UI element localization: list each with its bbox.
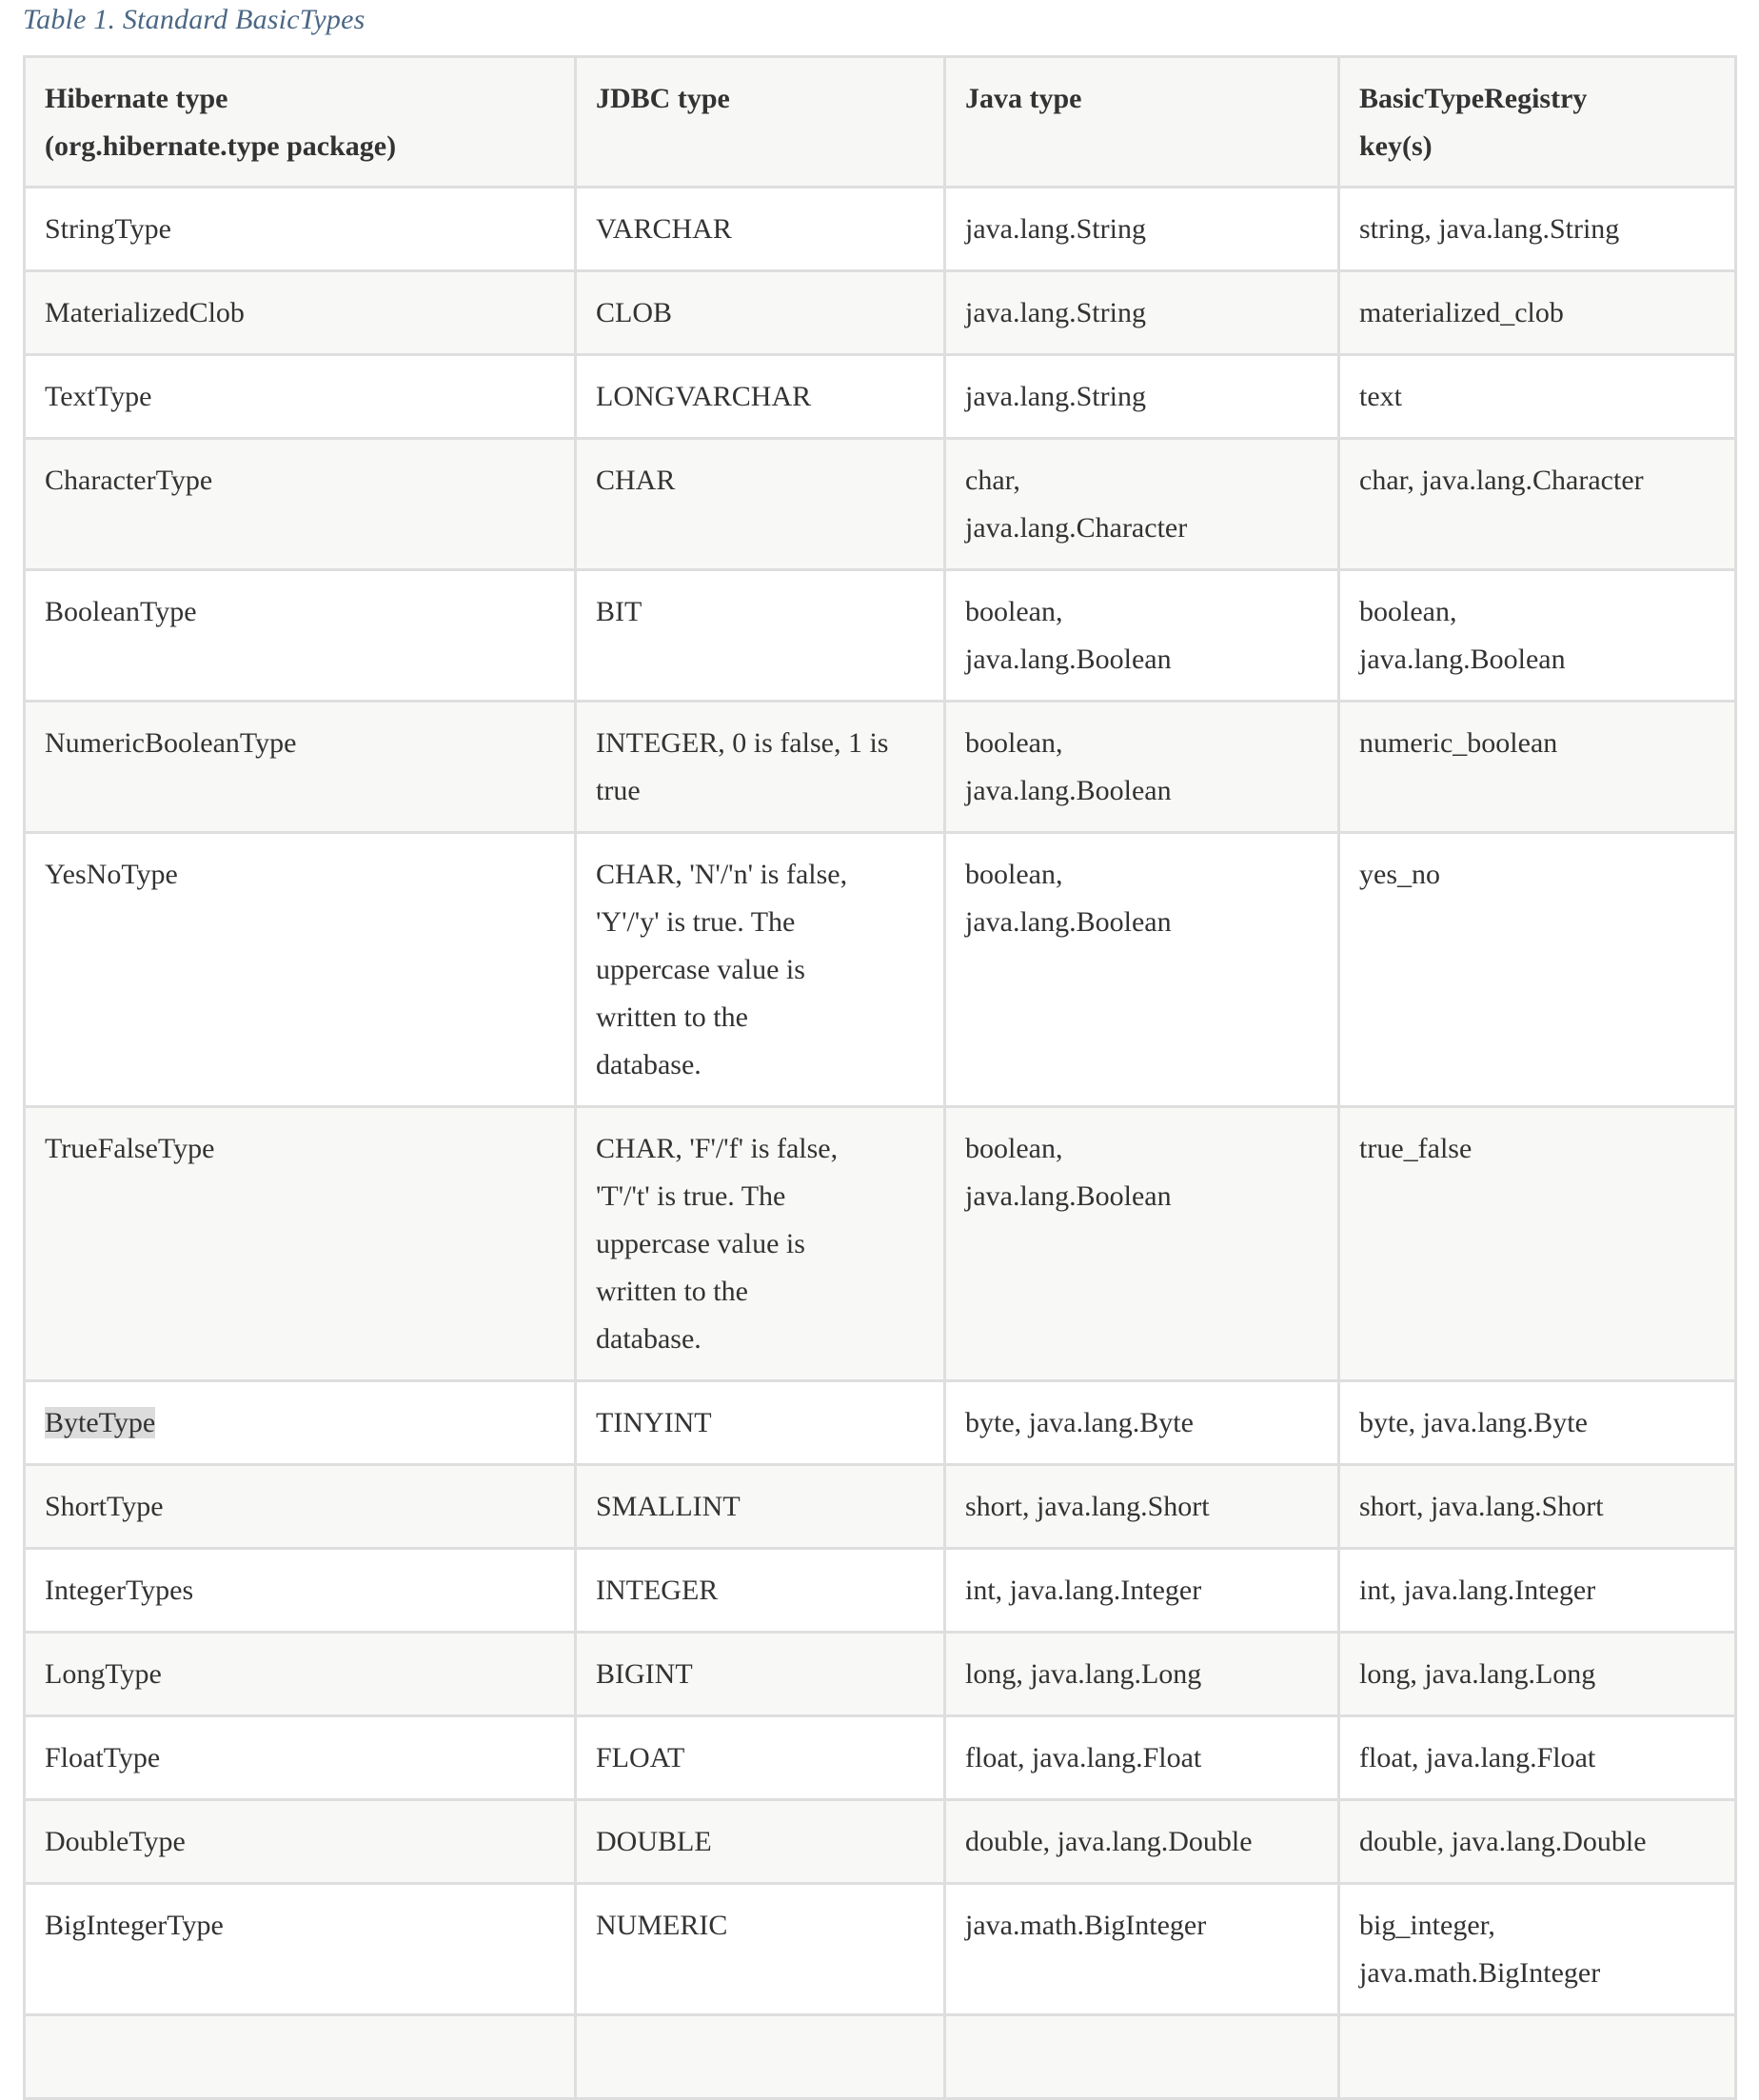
java-type-cell — [945, 188, 1339, 271]
cell-text: DOUBLE — [596, 1826, 712, 1857]
hibernate-type-cell — [25, 355, 576, 439]
hibernate-type-cell — [25, 570, 576, 702]
cell-text: ByteType — [45, 1407, 156, 1438]
java-type-cell — [945, 271, 1339, 355]
table-row — [25, 1633, 1736, 1716]
java-type-cell — [945, 833, 1339, 1107]
cell-text: short, java.lang.Short — [965, 1491, 1210, 1522]
jdbc-type-cell — [576, 702, 945, 833]
cell-text: float, java.lang.Float — [1359, 1742, 1596, 1773]
hibernate-type-cell — [25, 833, 576, 1107]
cell-text: TextType — [45, 381, 152, 412]
registry-key-cell — [1339, 1107, 1736, 1381]
cell-text: char, java.lang.Character — [965, 465, 1188, 544]
java-type-cell — [945, 1716, 1339, 1800]
cell-text: LongType — [45, 1658, 162, 1690]
cell-text: byte, java.lang.Byte — [1359, 1407, 1588, 1438]
header-registry-keys: BasicTypeRegistry key(s) — [1339, 57, 1736, 188]
cell-text: CHAR — [596, 465, 676, 496]
table-row — [25, 2015, 1736, 2099]
table-row — [25, 188, 1736, 271]
java-type-cell — [945, 570, 1339, 702]
cell-text: short, java.lang.Short — [1359, 1491, 1604, 1522]
jdbc-type-cell — [576, 1381, 945, 1465]
cell-text: boolean, java.lang.Boolean — [965, 1133, 1172, 1212]
hibernate-type-cell — [25, 1633, 576, 1716]
cell-text: text — [1359, 381, 1402, 412]
cell-text: LONGVARCHAR — [596, 381, 812, 412]
registry-key-cell — [1339, 355, 1736, 439]
java-type-cell — [945, 1633, 1339, 1716]
cell-text: NumericBooleanType — [45, 727, 297, 759]
header-hibernate-type: Hibernate type (org.hibernate.type package) — [25, 57, 576, 188]
java-type-cell — [945, 439, 1339, 570]
jdbc-type-cell — [576, 1800, 945, 1884]
cell-text: TrueFalseType — [45, 1133, 215, 1164]
table-header-row — [25, 57, 1736, 188]
jdbc-type-cell — [576, 1465, 945, 1549]
cell-text: true_false — [1359, 1133, 1472, 1164]
jdbc-type-cell — [576, 188, 945, 271]
jdbc-type-cell — [576, 570, 945, 702]
cell-text: boolean, java.lang.Boolean — [965, 859, 1172, 938]
cell-text: DoubleType — [45, 1826, 186, 1857]
cell-text: StringType — [45, 213, 171, 245]
registry-key-cell — [1339, 271, 1736, 355]
hibernate-type-cell — [25, 2015, 576, 2099]
cell-text: NUMERIC — [596, 1910, 728, 1941]
cell-text: long, java.lang.Long — [1359, 1658, 1596, 1690]
cell-text: FLOAT — [596, 1742, 685, 1773]
cell-text: INTEGER, 0 is false, 1 is true — [596, 727, 889, 806]
jdbc-type-cell — [576, 833, 945, 1107]
jdbc-type-cell — [576, 271, 945, 355]
table-row — [25, 1107, 1736, 1381]
cell-text: BIGINT — [596, 1658, 693, 1690]
table-row — [25, 355, 1736, 439]
registry-key-cell — [1339, 1884, 1736, 2015]
java-type-cell — [945, 2015, 1339, 2099]
java-type-cell — [945, 1465, 1339, 1549]
table-row — [25, 271, 1736, 355]
hibernate-type-cell — [25, 1465, 576, 1549]
hibernate-type-cell — [25, 188, 576, 271]
cell-text: java.lang.String — [965, 381, 1146, 412]
cell-text: java.math.BigInteger — [965, 1910, 1207, 1941]
cell-text: CHAR, 'F'/'f' is false, 'T'/'t' is true. The uppercase value is written to the database. — [596, 1133, 839, 1355]
table-row — [25, 1800, 1736, 1884]
table-row — [25, 1716, 1736, 1800]
cell-text: VARCHAR — [596, 213, 732, 245]
java-type-cell — [945, 1381, 1339, 1465]
cell-text: SMALLINT — [596, 1491, 741, 1522]
java-type-cell — [945, 1800, 1339, 1884]
cell-text: IntegerTypes — [45, 1575, 194, 1606]
table-caption: Table 1. Standard BasicTypes — [23, 4, 366, 35]
table-row — [25, 1549, 1736, 1633]
registry-key-cell — [1339, 1716, 1736, 1800]
cell-text: boolean, java.lang.Boolean — [1359, 596, 1566, 675]
registry-key-cell — [1339, 439, 1736, 570]
cell-text: boolean, java.lang.Boolean — [965, 727, 1172, 806]
table-row — [25, 1381, 1736, 1465]
registry-key-cell — [1339, 1549, 1736, 1633]
hibernate-type-cell — [25, 1800, 576, 1884]
java-type-cell — [945, 355, 1339, 439]
registry-key-cell — [1339, 2015, 1736, 2099]
cell-text: CLOB — [596, 297, 673, 328]
jdbc-type-cell — [576, 1633, 945, 1716]
header-jdbc-type: JDBC type — [576, 57, 945, 188]
cell-text: float, java.lang.Float — [965, 1742, 1202, 1773]
hibernate-type-cell — [25, 1716, 576, 1800]
cell-text: java.lang.String — [965, 213, 1146, 245]
table-row — [25, 1465, 1736, 1549]
cell-text: CHAR, 'N'/'n' is false, 'Y'/'y' is true. The uppercase value is written to the database. — [596, 859, 848, 1080]
cell-text: yes_no — [1359, 859, 1440, 890]
cell-text: byte, java.lang.Byte — [965, 1407, 1194, 1438]
jdbc-type-cell — [576, 1884, 945, 2015]
cell-text: ShortType — [45, 1491, 164, 1522]
basic-types-table — [23, 55, 1737, 2100]
cell-text: BIT — [596, 596, 642, 627]
jdbc-type-cell — [576, 439, 945, 570]
cell-text: CharacterType — [45, 465, 213, 496]
table-row — [25, 833, 1736, 1107]
cell-text: double, java.lang.Double — [965, 1826, 1253, 1857]
cell-text: numeric_boolean — [1359, 727, 1558, 759]
registry-key-cell — [1339, 570, 1736, 702]
cell-text: int, java.lang.Integer — [1359, 1575, 1596, 1606]
registry-key-cell — [1339, 1633, 1736, 1716]
registry-key-cell — [1339, 833, 1736, 1107]
cell-text: boolean, java.lang.Boolean — [965, 596, 1172, 675]
hibernate-type-cell — [25, 1884, 576, 2015]
java-type-cell — [945, 1107, 1339, 1381]
cell-text: TINYINT — [596, 1407, 712, 1438]
hibernate-type-cell — [25, 439, 576, 570]
jdbc-type-cell — [576, 355, 945, 439]
cell-text: string, java.lang.String — [1359, 213, 1620, 245]
cell-text: long, java.lang.Long — [965, 1658, 1202, 1690]
cell-text: big_integer, java.math.BigInteger — [1359, 1910, 1601, 1989]
cell-text: MaterializedClob — [45, 297, 245, 328]
registry-key-cell — [1339, 702, 1736, 833]
registry-key-cell — [1339, 188, 1736, 271]
cell-text: char, java.lang.Character — [1359, 465, 1644, 496]
jdbc-type-cell — [576, 1716, 945, 1800]
hibernate-type-cell — [25, 1107, 576, 1381]
hibernate-type-cell — [25, 1549, 576, 1633]
hibernate-type-cell — [25, 1381, 576, 1465]
cell-text: INTEGER — [596, 1575, 719, 1606]
hibernate-type-cell — [25, 271, 576, 355]
registry-key-cell — [1339, 1465, 1736, 1549]
jdbc-type-cell — [576, 2015, 945, 2099]
table-row — [25, 1884, 1736, 2015]
cell-text: java.lang.String — [965, 297, 1146, 328]
registry-key-cell — [1339, 1381, 1736, 1465]
registry-key-cell — [1339, 1800, 1736, 1884]
cell-text: int, java.lang.Integer — [965, 1575, 1202, 1606]
java-type-cell — [945, 702, 1339, 833]
jdbc-type-cell — [576, 1107, 945, 1381]
table-row — [25, 702, 1736, 833]
cell-text: FloatType — [45, 1742, 161, 1773]
java-type-cell — [945, 1884, 1339, 2015]
cell-text: materialized_clob — [1359, 297, 1564, 328]
cell-text: YesNoType — [45, 859, 178, 890]
java-type-cell — [945, 1549, 1339, 1633]
header-java-type: Java type — [945, 57, 1339, 188]
cell-text: BigIntegerType — [45, 1910, 224, 1941]
jdbc-type-cell — [576, 1549, 945, 1633]
cell-text: double, java.lang.Double — [1359, 1826, 1647, 1857]
hibernate-type-cell — [25, 702, 576, 833]
cell-text: BooleanType — [45, 596, 197, 627]
table-row — [25, 570, 1736, 702]
table-row — [25, 439, 1736, 570]
